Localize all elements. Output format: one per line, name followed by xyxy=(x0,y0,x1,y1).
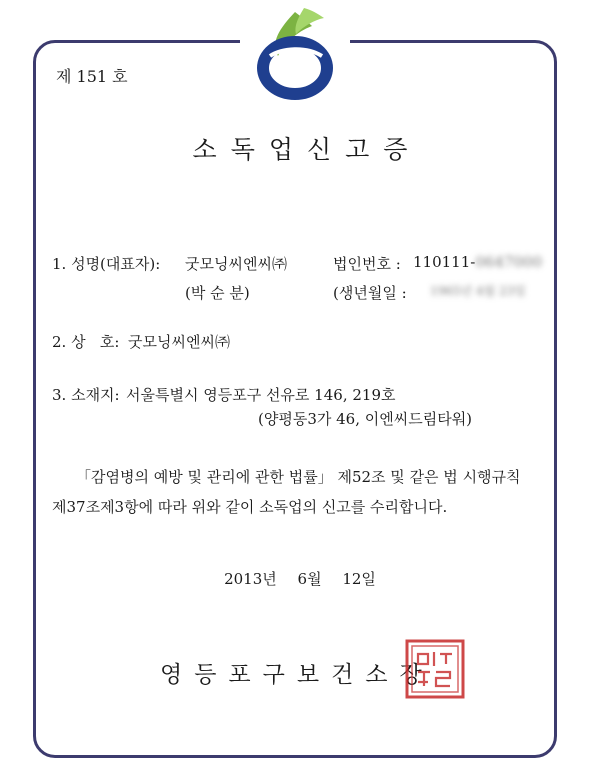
issue-date: 2013년 6월 12일 xyxy=(224,570,376,588)
body-line-1: 「감염병의 예방 및 관리에 관한 법률」 제52조 및 같은 법 시행규칙 xyxy=(76,468,521,486)
trade-value: 굿모닝씨엔씨㈜ xyxy=(128,333,230,351)
name-value: 굿모닝씨엔씨㈜ xyxy=(185,255,287,273)
corp-number-row xyxy=(413,253,542,271)
trade-label: 2. 상 호: xyxy=(52,333,120,351)
corp-number-masked: 0647000 xyxy=(475,253,543,271)
address-label: 3. 소재지: xyxy=(52,386,120,404)
corp-number-value: 110111- xyxy=(413,253,476,271)
official-seal-icon xyxy=(404,638,466,700)
name-label: 1. 성명(대표자): xyxy=(52,255,161,273)
body-line-2: 제37조제3항에 따라 위와 같이 소독업의 신고를 수리합니다. xyxy=(52,498,448,516)
document-number: 제 151 호 xyxy=(56,67,128,86)
birth-label: (생년월일 : xyxy=(333,284,407,302)
document-title: 소독업신고증 xyxy=(192,135,422,164)
issuer-name: 영등포구보건소장 xyxy=(160,662,434,688)
district-emblem-icon xyxy=(240,4,350,102)
address-detail: (양평동3가 46, 이엔씨드림타워) xyxy=(258,410,473,428)
address-value: 서울특별시 영등포구 선유로 146, 219호 xyxy=(126,386,396,404)
birth-masked: 1965년 4월 23일 xyxy=(430,284,526,298)
representative-name: (박 순 분) xyxy=(185,284,250,302)
corp-number-label: 법인번호 : xyxy=(333,255,401,273)
